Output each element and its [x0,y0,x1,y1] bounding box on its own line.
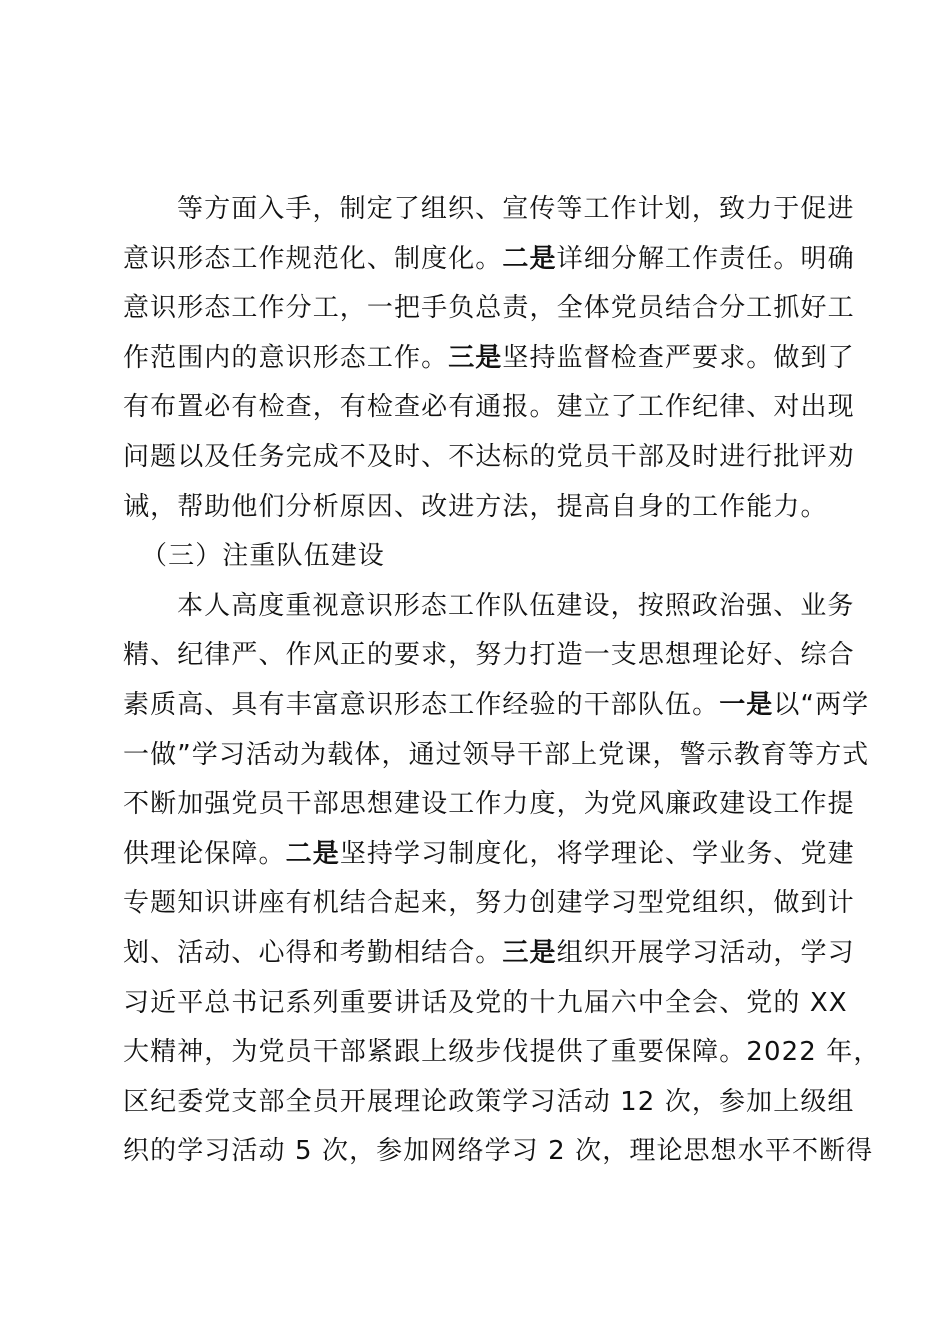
text-line [123,731,870,781]
text-run: 不断加强党员干部思想建设工作力度，为党风廉政建设工作提 [123,789,855,820]
text-line [123,979,848,1029]
text-run: 作范围内的意识形态工作。 [123,342,449,373]
bold-marker: 二是 [502,243,557,274]
text-line [123,681,870,731]
text-line [123,631,855,681]
text-run: 精、纪律严、作风正的要求，努力打造一支思想理论好、综合 [123,640,855,671]
text-line [123,383,855,433]
text-run: 坚持学习制度化，将学理论、学业务、党建 [339,838,855,869]
bold-marker: 二是 [285,838,340,869]
text-line [123,334,855,384]
paragraph-team-building [123,582,881,1177]
text-line [123,1028,881,1078]
text-line [123,433,855,483]
text-line [123,1127,874,1177]
bold-marker: 一是 [719,689,774,720]
paragraph-supervision [123,185,855,532]
text-run: 供理论保障。 [123,838,286,869]
text-run: 详细分解工作责任。明确 [556,243,855,274]
text-run: 一做”学习活动为载体，通过领导干部上党课，警示教育等方式 [123,739,870,770]
text-run: 等方面入手，制定了组织、宣传等工作计划，致力于促进 [177,194,855,224]
text-line [123,780,855,830]
text-run: 本人高度重视意识形态工作队伍建设，按照政治强、业务 [177,590,855,621]
text-run: 意识形态工作分工，一把手负总责，全体党员结合分工抓好工 [123,293,855,324]
text-run: 划、活动、心得和考勤相结合。 [123,937,503,968]
section-heading-text: （三）注重队伍建设 [141,541,385,572]
text-line [123,1078,855,1128]
text-line [123,483,831,533]
text-run: 诫，帮助他们分析原因、改进方法，提高自身的工作能力。 [123,491,828,522]
text-line [123,235,855,285]
text-line [123,830,855,880]
bold-marker: 三是 [448,342,503,373]
text-run: 问题以及任务完成不及时、不达标的党员干部及时进行批评劝 [123,441,855,472]
text-run: 以“两学 [773,689,870,720]
text-run: 区纪委党支部全员开展理论政策学习活动 12 次，参加上级组 [123,1086,855,1117]
text-line [123,879,855,929]
text-run: 习近平总书记系列重要讲话及党的十九届六中全会、党的 XX [123,987,848,1018]
text-line [123,185,855,235]
text-line [123,284,855,334]
text-run: 意识形态工作规范化、制度化。 [123,243,503,274]
text-run: 专题知识讲座有机结合起来，努力创建学习型党组织，做到计 [123,888,855,919]
bold-marker: 三是 [502,937,557,968]
text-run: 素质高、具有丰富意识形态工作经验的干部队伍。 [123,689,720,720]
text-run: 织的学习活动 5 次，参加网络学习 2 次，理论思想水平不断得 [123,1136,874,1167]
text-run: 组织开展学习活动，学习 [556,937,855,968]
text-line [123,582,855,632]
section-heading [123,532,831,582]
text-line [123,929,855,979]
text-run: 大精神，为党员干部紧跟上级步伐提供了重要保障。2022 年， [123,1037,881,1068]
text-run: 坚持监督检查严要求。做到了 [502,342,855,373]
document-page [123,185,881,1177]
text-run: 有布置必有检查，有检查必有通报。建立了工作纪律、对出现 [123,392,855,423]
